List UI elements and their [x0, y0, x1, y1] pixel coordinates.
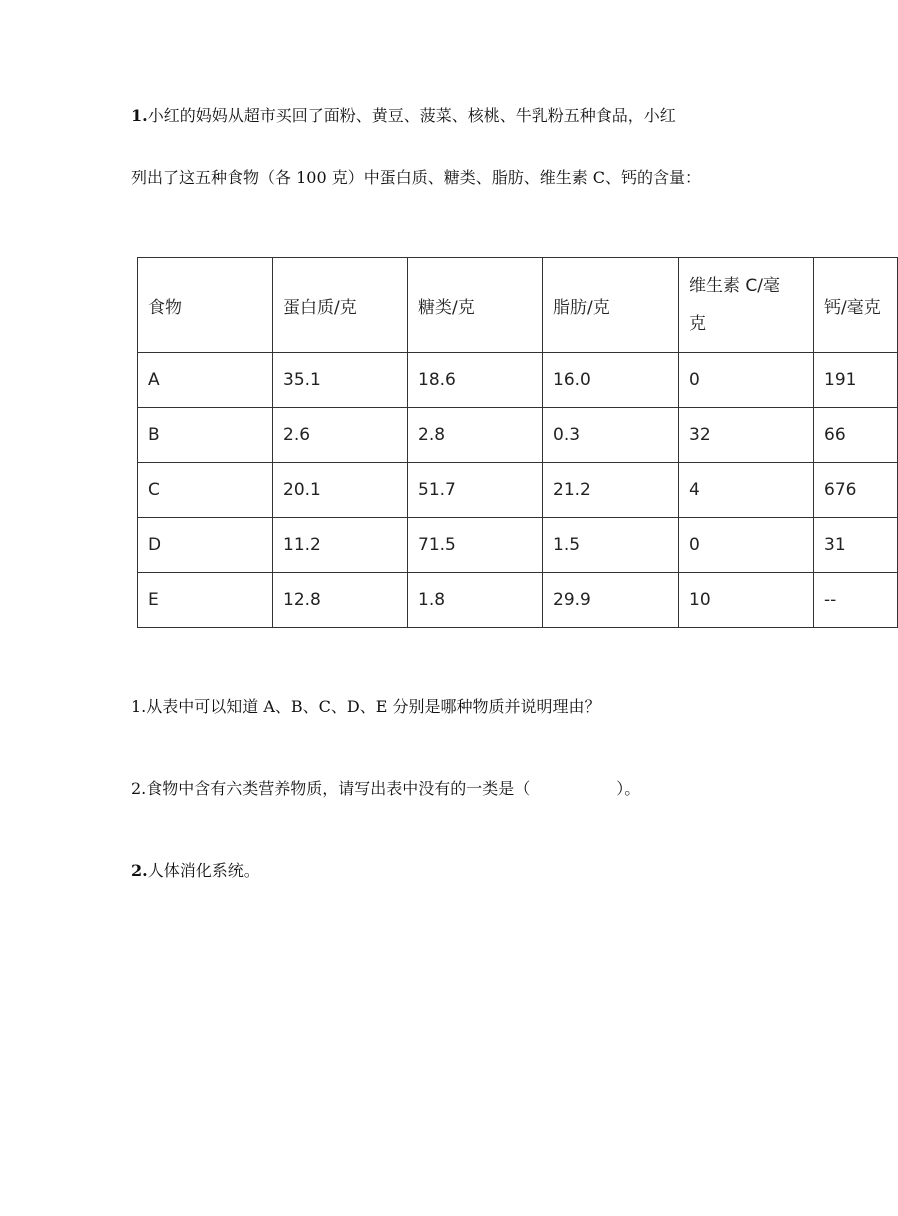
nutrition-table-container	[137, 257, 881, 629]
cell-food: D	[138, 518, 273, 573]
cell-food: B	[138, 408, 273, 463]
cell-calcium: 191	[814, 353, 898, 408]
header-food: 食物	[138, 258, 273, 353]
question1-intro-line2: 列出了这五种食物（各 100 克）中蛋白质、糖类、脂肪、维生素 C、钙的含量：	[131, 168, 702, 187]
cell-fat: 0.3	[543, 408, 679, 463]
cell-fat: 1.5	[543, 518, 679, 573]
question1-line1	[131, 106, 676, 126]
cell-calcium: 676	[814, 463, 898, 518]
table-row	[138, 518, 898, 573]
subquestion-2-text-after: ）。	[616, 779, 641, 798]
cell-fat: 16.0	[543, 353, 679, 408]
subquestion-2	[131, 779, 640, 799]
cell-food: A	[138, 353, 273, 408]
header-sugar: 糖类/克	[408, 258, 543, 353]
cell-protein: 12.8	[273, 573, 408, 628]
header-vitamin-c-line1: 维生素 C/毫	[689, 276, 781, 296]
cell-sugar: 1.8	[408, 573, 543, 628]
header-calcium: 钙/毫克	[814, 258, 898, 353]
cell-calcium: 66	[814, 408, 898, 463]
header-fat: 脂肪/克	[543, 258, 679, 353]
table-row	[138, 408, 898, 463]
question2-line	[131, 861, 260, 881]
subquestion-1	[131, 697, 601, 717]
question1-line2	[131, 168, 701, 188]
cell-food: E	[138, 573, 273, 628]
cell-vitamin-c: 0	[679, 353, 814, 408]
cell-vitamin-c: 32	[679, 408, 814, 463]
header-vitamin-c	[679, 258, 814, 353]
cell-calcium: --	[814, 573, 898, 628]
question1-number: 1.	[131, 106, 148, 125]
cell-protein: 35.1	[273, 353, 408, 408]
cell-fat: 21.2	[543, 463, 679, 518]
table-header-row	[138, 258, 898, 353]
question2-number: 2.	[131, 861, 148, 880]
subquestion-2-text-before: 2.食物中含有六类营养物质，请写出表中没有的一类是（	[131, 779, 531, 798]
table-row	[138, 573, 898, 628]
subquestion-1-text: 1.从表中可以知道 A、B、C、D、E 分别是哪种物质并说明理由？	[131, 697, 601, 716]
cell-vitamin-c: 4	[679, 463, 814, 518]
header-vitamin-c-line2: 克	[689, 314, 706, 334]
cell-calcium: 31	[814, 518, 898, 573]
cell-protein: 20.1	[273, 463, 408, 518]
nutrition-table	[137, 257, 898, 628]
cell-protein: 11.2	[273, 518, 408, 573]
cell-fat: 29.9	[543, 573, 679, 628]
question2-text: 人体消化系统。	[147, 861, 260, 880]
header-protein: 蛋白质/克	[273, 258, 408, 353]
cell-food: C	[138, 463, 273, 518]
table-row	[138, 463, 898, 518]
cell-protein: 2.6	[273, 408, 408, 463]
cell-vitamin-c: 10	[679, 573, 814, 628]
cell-vitamin-c: 0	[679, 518, 814, 573]
cell-sugar: 18.6	[408, 353, 543, 408]
cell-sugar: 2.8	[408, 408, 543, 463]
cell-sugar: 71.5	[408, 518, 543, 573]
cell-sugar: 51.7	[408, 463, 543, 518]
table-row	[138, 353, 898, 408]
question1-intro-line1: 小红的妈妈从超市买回了面粉、黄豆、菠菜、核桃、牛乳粉五种食品，小红	[147, 106, 676, 125]
